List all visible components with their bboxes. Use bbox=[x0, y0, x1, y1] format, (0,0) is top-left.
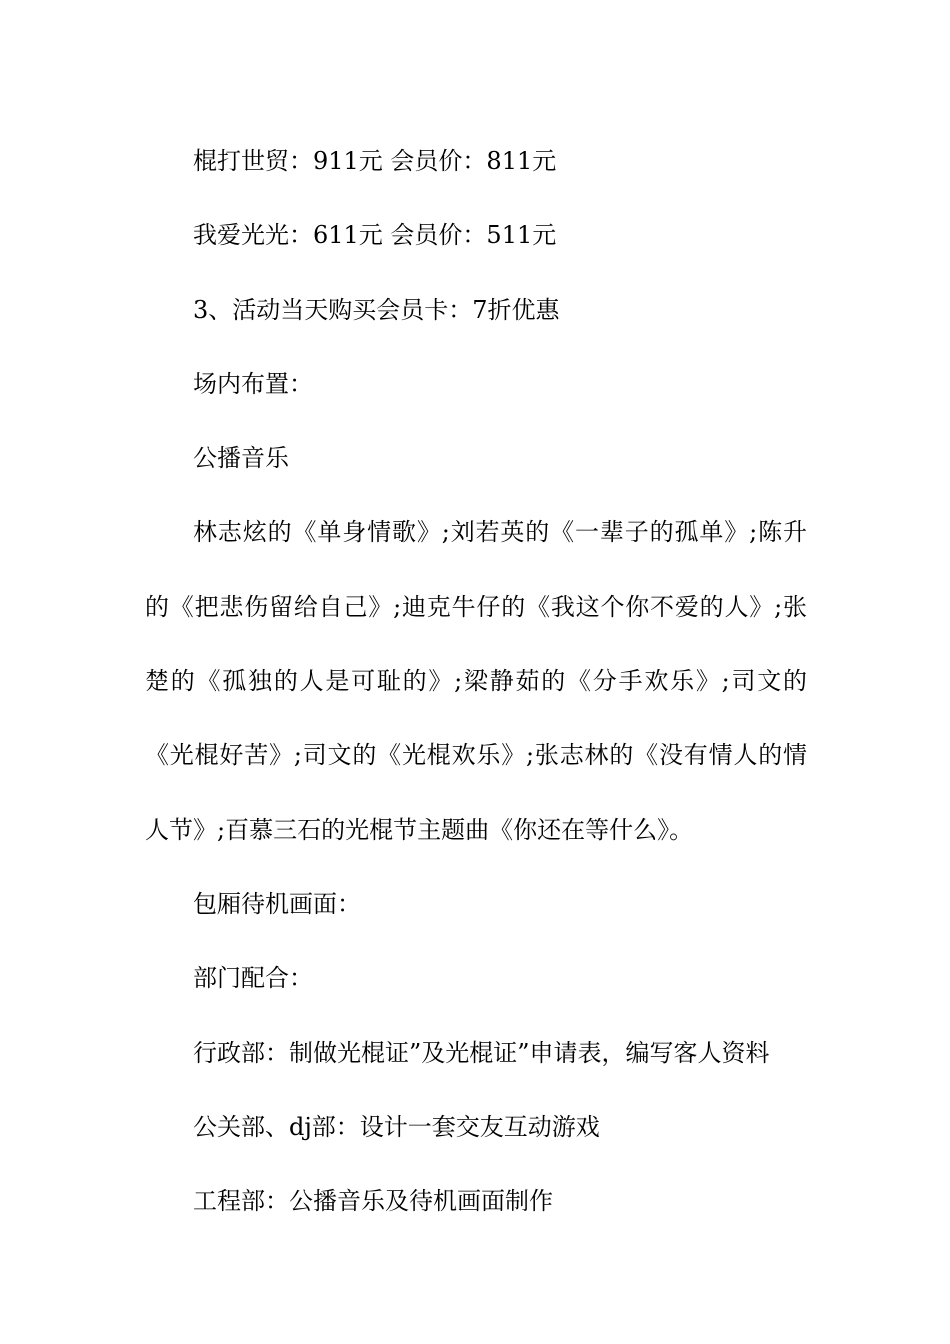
department-coordination-heading: 部门配合： bbox=[193, 964, 313, 993]
admin-dept-task: 行政部：制做光棍证”及光棍证”申请表，编写客人资料 bbox=[193, 1038, 770, 1067]
price-line-2: 我爱光光：611元 会员价：511元 bbox=[193, 221, 557, 250]
public-music-heading: 公播音乐 bbox=[193, 444, 289, 473]
engineering-dept-task: 工程部：公播音乐及待机画面制作 bbox=[193, 1187, 553, 1216]
pr-dj-dept-task: 公关部、dj部：设计一套交友互动游戏 bbox=[193, 1112, 600, 1141]
document-body bbox=[145, 124, 807, 1238]
venue-layout-heading: 场内布置： bbox=[193, 369, 313, 398]
room-standby-heading: 包厢待机画面： bbox=[193, 889, 361, 918]
song-list-paragraph: 林志炫的《单身情歌》;刘若英的《一辈子的孤单》;陈升的《把悲伤留给自己》;迪克牛仔的《我这个你不爱的人》;张楚的《孤独的人是可耻的》;梁静茹的《分手欢乐》;司文的《光棍好苦》;司文的《光棍欢乐》;张志林的《没有情人的情人节》;百慕三石的光棍节主题曲《你还在等什么》。 bbox=[145, 518, 807, 844]
membership-discount: 3、活动当天购买会员卡：7折优惠 bbox=[193, 295, 560, 324]
price-line-1: 棍打世贸：911元 会员价：811元 bbox=[193, 147, 557, 175]
